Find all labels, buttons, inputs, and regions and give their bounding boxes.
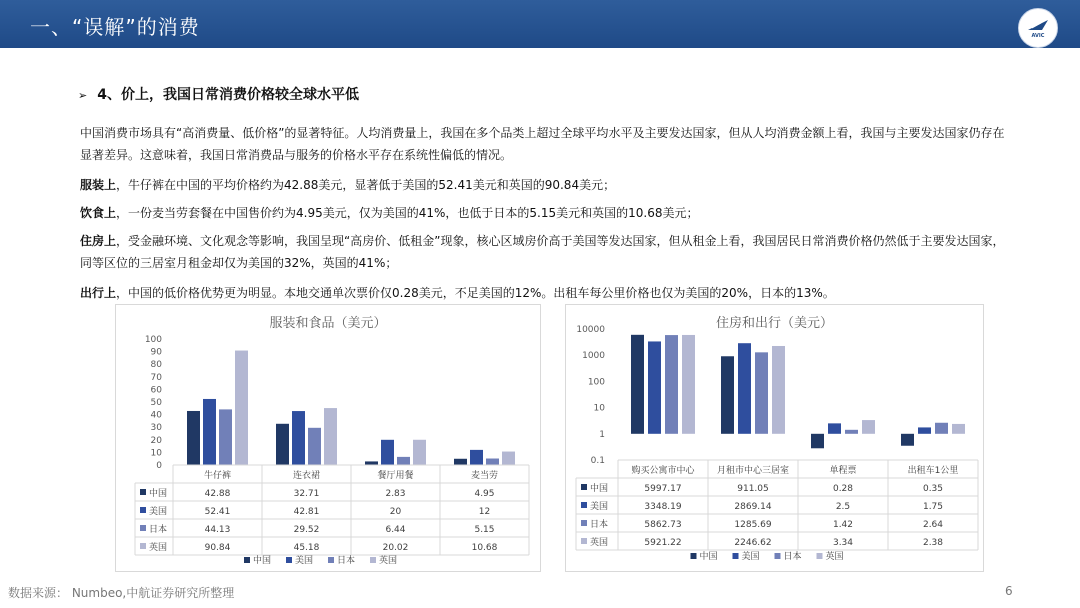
table-value: 1.75: [922, 502, 944, 512]
bar-2-4: [324, 408, 337, 465]
arrow-bullet-icon: ➢: [78, 89, 88, 102]
bar-1-3: [665, 335, 678, 434]
category-label: 麦当劳: [470, 471, 499, 481]
bar-2-2: [738, 343, 751, 434]
y-tick-label: 100: [144, 335, 162, 345]
bar-4-3: [935, 423, 948, 434]
clothing-food-chart: [115, 304, 541, 572]
header-bar: [0, 0, 1080, 48]
legend-label: 中国: [253, 556, 272, 566]
table-value: 42.81: [293, 507, 320, 517]
bar-3-1: [365, 461, 378, 465]
bar-3-2: [828, 423, 841, 433]
y-tick-label: 60: [150, 385, 162, 396]
table-value: 2.5: [835, 502, 851, 512]
table-value: 10.68: [471, 543, 498, 553]
table-value: 0.28: [832, 484, 854, 494]
table-value: 2.38: [922, 538, 944, 548]
legend-swatch: [286, 557, 292, 563]
transport-label: 出行上: [80, 286, 117, 300]
avic-logo: [1018, 8, 1058, 48]
page-title: 一、“误解”的消费: [30, 15, 200, 39]
bar-1-4: [682, 335, 695, 434]
logo-text: AVIC: [1031, 33, 1045, 39]
legend-label: 英国: [379, 556, 398, 566]
table-series-label: 中国: [149, 489, 168, 499]
bar-1-1: [187, 411, 200, 465]
table-value: 1.42: [832, 520, 854, 530]
bar-2-2: [292, 411, 305, 465]
legend-swatch: [328, 557, 334, 563]
table-legend-swatch: [581, 502, 587, 508]
table-value: 12: [478, 507, 491, 517]
table-value: 2.83: [385, 489, 406, 499]
table-value: 5997.17: [644, 484, 682, 494]
table-value: 0.35: [922, 484, 944, 494]
table-series-label: 美国: [149, 507, 168, 517]
bar-2-1: [721, 356, 734, 434]
y-tick-label: 30: [150, 423, 162, 434]
bar-4-2: [470, 450, 483, 465]
table-value: 2246.62: [734, 538, 772, 548]
y-tick-label: 0.1: [590, 456, 605, 466]
table-value: 32.71: [293, 489, 320, 499]
category-label: 连衣裙: [292, 471, 321, 481]
table-value: 1285.69: [734, 520, 772, 530]
legend-label: 美国: [741, 552, 760, 562]
bar-3-3: [397, 457, 410, 465]
table-legend-swatch: [581, 484, 587, 490]
y-tick-label: 1: [599, 429, 605, 440]
housing-label: 住房上: [80, 234, 117, 248]
legend-swatch: [817, 553, 823, 559]
y-tick-label: 80: [150, 360, 162, 371]
section-title-text: 4、价上，我国日常消费价格较全球水平低: [97, 87, 359, 103]
bar-4-4: [952, 424, 965, 434]
bar-2-3: [308, 428, 321, 465]
table-series-label: 日本: [149, 525, 168, 535]
table-value: 20.02: [382, 543, 409, 553]
legend-label: 日本: [337, 556, 356, 566]
category-label: 出租车1公里: [907, 466, 959, 476]
table-legend-swatch: [140, 489, 146, 495]
food-paragraph: [80, 202, 1010, 224]
table-value: 52.41: [204, 507, 231, 517]
table-value: 45.18: [293, 543, 320, 553]
category-label: 单程票: [829, 466, 857, 476]
clothing-text: ，牛仔裤在中国的平均价格约为42.88美元，显著低于美国的52.41美元和英国的90.84美元；: [116, 178, 616, 192]
table-value: 5921.22: [644, 538, 682, 548]
y-tick-label: 1000: [582, 351, 605, 362]
table-value: 42.88: [204, 489, 231, 499]
table-value: 2869.14: [734, 502, 772, 512]
bar-4-1: [901, 434, 914, 446]
bar-3-1: [811, 434, 824, 448]
table-value: 90.84: [204, 543, 231, 553]
food-text: ，一份麦当劳套餐在中国售价约为4.95美元，仅为美国的41%，也低于日本的5.15美元和英国的10.68美元；: [116, 206, 699, 220]
category-label: 购买公寓市中心: [631, 466, 695, 476]
y-tick-label: 100: [587, 377, 605, 388]
bar-1-3: [219, 409, 232, 465]
table-value: 911.05: [737, 484, 769, 494]
table-value: 29.52: [293, 525, 320, 535]
table-value: 5.15: [474, 525, 495, 535]
table-series-label: 英国: [149, 543, 168, 553]
table-legend-swatch: [581, 538, 587, 544]
table-value: 44.13: [204, 525, 231, 535]
y-tick-label: 90: [150, 347, 162, 358]
bar-1-4: [235, 351, 248, 465]
category-label: 餐厅用餐: [377, 471, 414, 481]
legend-swatch: [733, 553, 739, 559]
legend-label: 日本: [783, 552, 802, 562]
category-label: 月租市中心三居室: [716, 466, 790, 476]
table-value: 3348.19: [644, 502, 682, 512]
category-label: 牛仔裤: [203, 471, 232, 481]
bar-2-3: [755, 352, 768, 433]
table-value: 4.95: [474, 489, 495, 499]
bar-2-1: [276, 424, 289, 465]
y-tick-label: 40: [150, 410, 162, 421]
bar-1-2: [203, 399, 216, 465]
housing-transport-chart: [565, 304, 984, 572]
y-tick-label: 10000: [576, 325, 605, 335]
table-value: 20: [389, 507, 402, 517]
y-tick-label: 70: [150, 372, 162, 383]
bar-3-4: [413, 440, 426, 465]
intro-paragraph: 中国消费市场具有“高消费量、低价格”的显著特征。人均消费量上，我国在多个品类上超过全球平均水平及主要发达国家，但从人均消费金额上看，我国与主要发达国家仍存在显著差异。这意味着，我国日常消费品与服务的价格水平存在系统性偏低的情况。: [80, 126, 1005, 162]
clothing-food-chart-svg: [116, 305, 540, 571]
table-legend-swatch: [140, 507, 146, 513]
legend-label: 中国: [699, 552, 718, 562]
table-series-label: 美国: [590, 502, 609, 512]
table-value: 2.64: [922, 520, 944, 530]
table-value: 3.34: [832, 538, 854, 548]
bar-1-2: [648, 341, 661, 433]
housing-paragraph: [80, 230, 1010, 274]
clothing-paragraph: [80, 174, 1010, 196]
y-tick-label: 10: [150, 448, 162, 459]
bar-3-4: [862, 420, 875, 434]
data-source: 数据来源： Numbeo,中航证券研究所整理: [8, 586, 235, 600]
y-tick-label: 0: [156, 461, 162, 471]
table-legend-swatch: [581, 520, 587, 526]
bar-3-2: [381, 440, 394, 465]
y-tick-label: 50: [150, 398, 162, 408]
legend-label: 美国: [295, 556, 314, 566]
table-legend-swatch: [140, 543, 146, 549]
legend-swatch: [691, 553, 697, 559]
page-number: 6: [1005, 584, 1013, 598]
clothing-label: 服装上: [80, 178, 117, 192]
legend-swatch: [775, 553, 781, 559]
plane-icon: [1019, 9, 1057, 47]
bar-1-1: [631, 335, 644, 434]
legend-swatch: [244, 557, 250, 563]
bar-4-1: [454, 459, 467, 465]
bar-4-4: [502, 452, 515, 465]
bar-2-4: [772, 346, 785, 434]
chart-title: 服装和食品（美元）: [269, 316, 387, 331]
bar-3-3: [845, 430, 858, 434]
transport-paragraph: [80, 282, 1010, 304]
section-title: [78, 84, 359, 104]
chart-title: 住房和出行（美元）: [715, 316, 834, 331]
table-series-label: 日本: [590, 520, 609, 530]
transport-text: ，中国的低价格优势更为明显。本地交通单次票价仅0.28美元，不足美国的12%。出租车每公里价格也仅为美国的20%，日本的13%。: [116, 286, 835, 300]
bar-4-2: [918, 427, 931, 433]
table-value: 5862.73: [644, 520, 682, 530]
table-legend-swatch: [140, 525, 146, 531]
housing-text: ，受金融环境、文化观念等影响，我国呈现“高房价、低租金”现象，核心区域房价高于美国等发达国家，但从租金上看，我国居民日常消费价格仍然低于主要发达国家，同等区位的三居室月租金却仅为美国的32%，英国的41%；: [80, 234, 1005, 270]
y-tick-label: 10: [593, 403, 605, 414]
y-tick-label: 20: [150, 435, 162, 446]
legend-swatch: [370, 557, 376, 563]
table-series-label: 英国: [590, 538, 609, 548]
bar-4-3: [486, 459, 499, 465]
housing-transport-chart-svg: [566, 305, 983, 571]
table-value: 6.44: [385, 525, 406, 535]
food-label: 饮食上: [80, 206, 117, 220]
legend-label: 英国: [825, 552, 844, 562]
table-series-label: 中国: [590, 484, 609, 494]
